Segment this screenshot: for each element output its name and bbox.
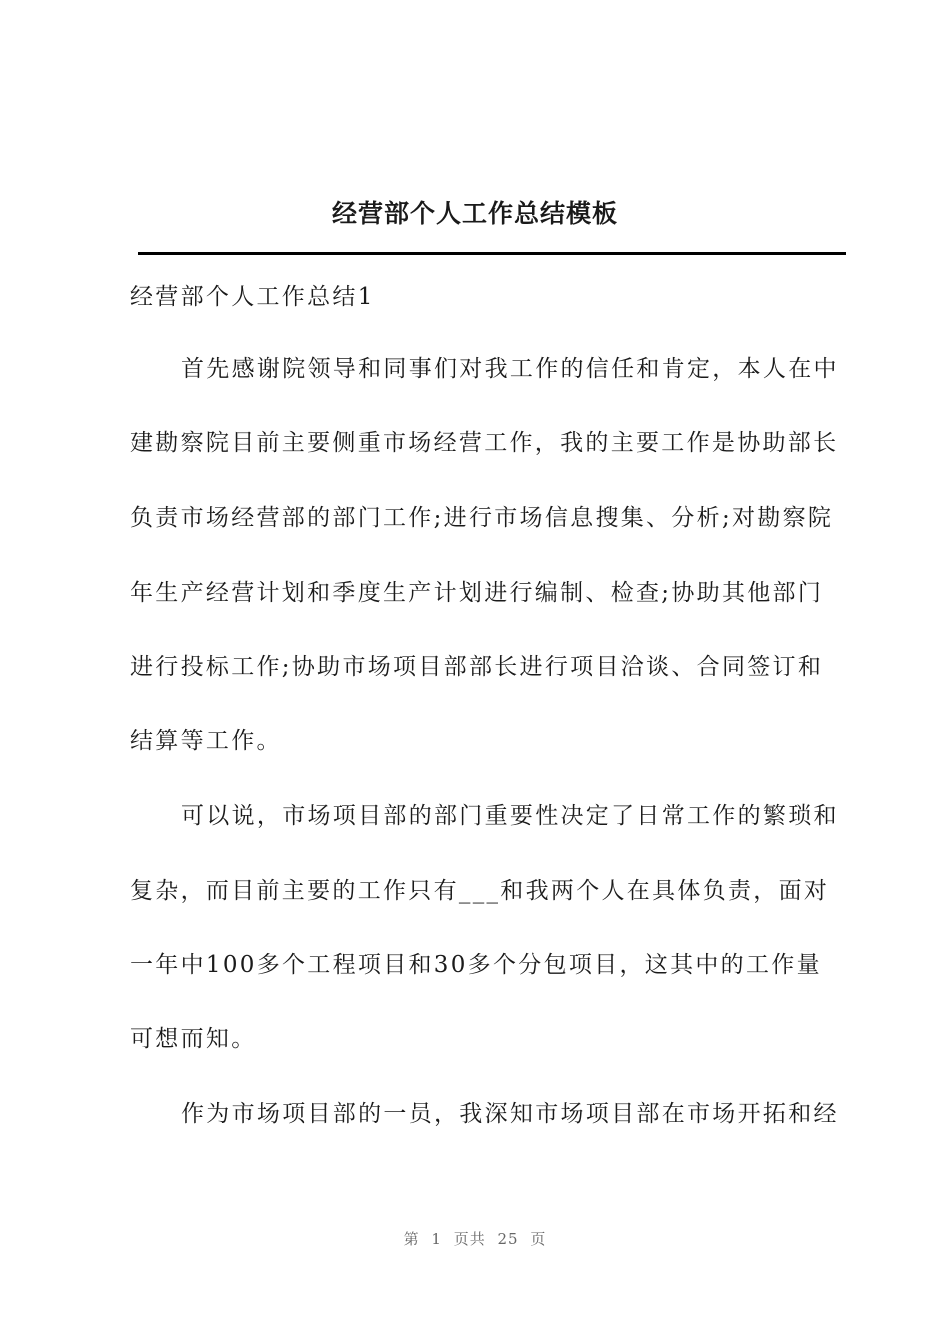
paragraph-2-line-1: 可以说，市场项目部的部门重要性决定了日常工作的繁琐和: [181, 803, 839, 829]
paragraph-1-line-1: 首先感谢院领导和同事们对我工作的信任和肯定，本人在中: [181, 356, 839, 382]
paragraph-1-line-2: 建勘察院目前主要侧重市场经营工作，我的主要工作是协助部长: [130, 430, 839, 456]
paragraph-2-line-2: 复杂，而目前主要的工作只有___和我两个人在具体负责，面对: [130, 878, 830, 904]
title-underline-rule: [138, 252, 846, 255]
paragraph-2-line-4: 可想而知。: [130, 1026, 257, 1052]
paragraph-1-line-3: 负责市场经营部的部门工作;进行市场信息搜集、分析;对勘察院: [130, 505, 834, 531]
page-footer: 第 1 页共 25 页: [403, 1230, 547, 1248]
paragraph-1-line-4: 年生产经营计划和季度生产计划进行编制、检查;协助其他部门: [130, 580, 824, 606]
paragraph-2-line-3: 一年中100多个工程项目和30多个分包项目，这其中的工作量: [130, 952, 822, 978]
paragraph-1-line-5: 进行投标工作;协助市场项目部部长进行项目洽谈、合同签订和: [130, 654, 824, 680]
section-heading: 经营部个人工作总结1: [130, 284, 375, 310]
paragraph-3-line-1: 作为市场项目部的一员，我深知市场项目部在市场开拓和经: [181, 1101, 839, 1127]
paragraph-1-line-6: 结算等工作。: [130, 728, 282, 754]
document-title: 经营部个人工作总结模板: [331, 199, 618, 228]
